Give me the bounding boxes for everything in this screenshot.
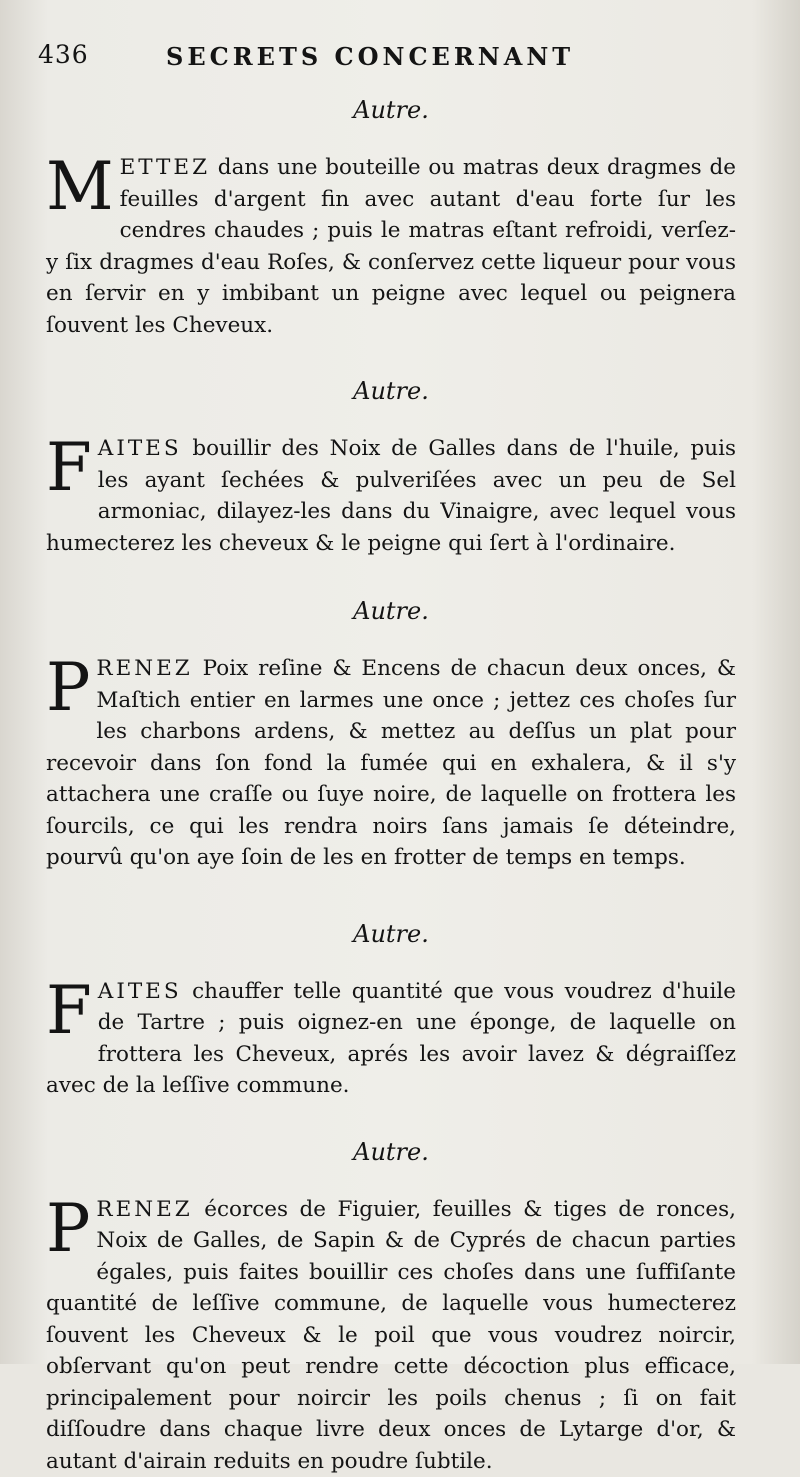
drop-cap: P: [46, 655, 96, 717]
paragraph-text: chauffer telle quantité que vous voudrez d'huile de Tartre ; puis oignez-en une éponge, de laquelle on frottera les Cheveux, aprés les avoir lavez & dégraiſſez avec de la leſſive commune.: [46, 979, 736, 1099]
paragraph-text: écorces de Figuier, feuilles & tiges de ronces, Noix de Galles, de Sapin & de Cyprés de chacun parties égales, puis faites bouillir ces choſes dans une ſuffiſante quantité de leſſive commune, de laquelle vous humecterez ſouvent les Cheveux & le poil que vous voudrez noircir, obſervant qu'on peut rendre cette décoction plus efficace, principalement pour noircir les poils chenus ; ſi on fait diſſoudre dans chaque livre deux onces de Lytarge d'or, & autant d'airain reduits en poudre ſubtile.: [46, 1197, 736, 1474]
section-title: Autre.: [46, 589, 736, 633]
section-title: Autre.: [46, 912, 736, 956]
section-title: Autre.: [46, 88, 736, 132]
lead-word: RENEZ: [96, 656, 192, 681]
recipe-paragraph: [46, 433, 736, 559]
paragraph-text: dans une bouteille ou matras deux dragmes de feuilles d'argent fin avec autant d'eau forte ſur les cendres chaudes ; puis le matras eſtant refroidi, verſez-y ſix dragmes d'eau Roſes, & conſervez cette liqueur pour vous en ſervir en y imbibant un peigne avec lequel ou peignera ſouvent les Cheveux.: [46, 155, 736, 338]
page-number: 436: [38, 40, 89, 69]
lead-word: ETTEZ: [120, 155, 210, 180]
lead-word: AITES: [98, 436, 182, 461]
page-header: [38, 40, 760, 80]
drop-cap: P: [46, 1196, 96, 1258]
paragraph-text: bouillir des Noix de Galles dans de l'huile, puis les ayant ſechées & pulveriſées avec un peu de Sel armoniac, dilayez-les dans du Vinaigre, avec lequel vous humecterez les cheveux & le peigne qui ſert à l'ordinaire.: [46, 436, 736, 556]
lead-word: RENEZ: [96, 1197, 192, 1222]
drop-cap: F: [46, 978, 98, 1040]
section-title: Autre.: [46, 369, 736, 413]
recipe-paragraph: [46, 653, 736, 874]
section-title: Autre.: [46, 1130, 736, 1174]
recipe-paragraph: [46, 152, 736, 341]
recipe-paragraph: [46, 1194, 736, 1477]
recipe-paragraph: [46, 976, 736, 1102]
drop-cap: F: [46, 435, 98, 497]
drop-cap: M: [46, 154, 120, 216]
page-content: [46, 88, 736, 1477]
paragraph-text: Poix reſine & Encens de chacun deux onces, & Maſtich entier en larmes une once ; jettez ces choſes ſur les charbons ardens, & mettez au deſſus un plat pour recevoir dans ſon fond la fumée qui en exhalera, & il s'y attachera une craſſe ou ſuye noire, de laquelle on frottera les ſourcils, ce qui les rendra noirs ſans jamais ſe déteindre, pourvû qu'on aye ſoin de les en frotter de temps en temps.: [46, 656, 736, 870]
running-title: SECRETS CONCERNANT: [166, 42, 574, 71]
lead-word: AITES: [98, 979, 182, 1004]
